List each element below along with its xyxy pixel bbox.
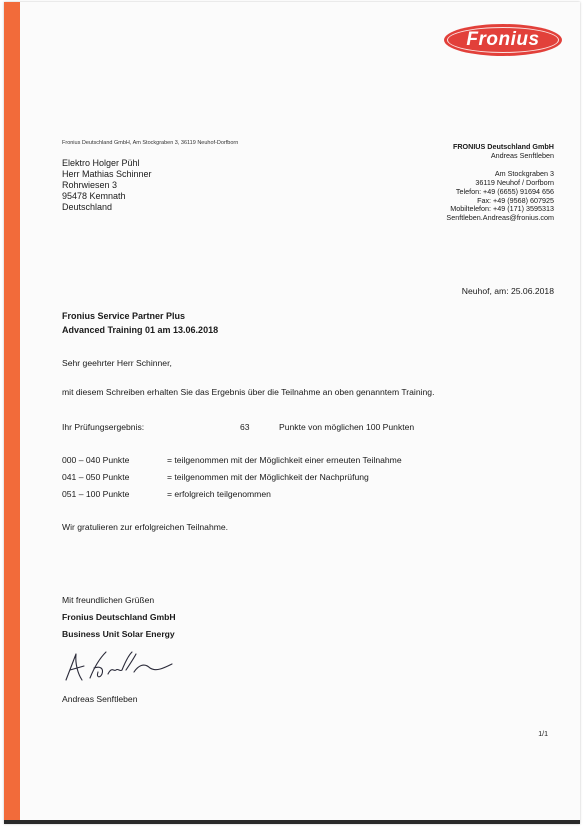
sender-return-address: Fronius Deutschland GmbH, Am Stockgraben 3, 36119 Neuhof-Dorfborn xyxy=(62,140,239,146)
company-phone: Telefon: +49 (6655) 91694 656 xyxy=(455,186,554,196)
recipient-line: Elektro Holger Pühl xyxy=(62,158,140,168)
company-contact-block xyxy=(446,143,554,223)
signer-name: Andreas Senftleben xyxy=(62,694,138,704)
range-description: = teilgenommen mit der Möglichkeit einer erneuten Teilnahme xyxy=(167,455,402,465)
company-name: FRONIUS Deutschland GmbH xyxy=(452,142,554,151)
salutation: Sehr geehrter Herr Schinner, xyxy=(62,358,172,368)
subject-line-1: Fronius Service Partner Plus xyxy=(62,311,186,321)
congratulations-text: Wir gratulieren zur erfolgreichen Teilnahme. xyxy=(62,522,229,532)
recipient-line: Herr Mathias Schinner xyxy=(62,169,152,179)
company-city: 36119 Neuhof / Dorfborn xyxy=(475,177,554,187)
fronius-logo xyxy=(444,24,562,56)
recipient-address xyxy=(62,158,152,213)
company-street: Am Stockgraben 3 xyxy=(494,168,554,178)
page-bottom-edge xyxy=(4,820,580,824)
accent-bar xyxy=(4,2,20,824)
result-score: 63 xyxy=(240,422,250,432)
company-email: Senftleben.Andreas@fronius.com xyxy=(446,213,554,223)
logo-text: Fronius xyxy=(466,29,540,50)
company-fax: Fax: +49 (9568) 607925 xyxy=(477,195,554,205)
closing-company: Fronius Deutschland GmbH xyxy=(62,612,176,622)
range-label: 051 – 100 Punkte xyxy=(62,489,130,499)
recipient-line: Deutschland xyxy=(62,202,113,212)
range-label: 000 – 040 Punkte xyxy=(62,455,130,465)
range-label: 041 – 050 Punkte xyxy=(62,472,130,482)
letter-date: Neuhof, am: 25.06.2018 xyxy=(461,286,554,296)
closing-unit: Business Unit Solar Energy xyxy=(62,629,175,639)
company-mobile: Mobiltelefon: +49 (171) 3595313 xyxy=(450,204,554,214)
recipient-line: Rohrwiesen 3 xyxy=(62,180,118,190)
page-number: 1/1 xyxy=(538,731,548,738)
intro-text: mit diesem Schreiben erhalten Sie das Ergebnis über die Teilnahme an oben genanntem Training. xyxy=(62,387,435,397)
range-description: = erfolgreich teilgenommen xyxy=(167,489,271,499)
closing-block xyxy=(62,592,176,643)
closing-greeting: Mit freundlichen Grüßen xyxy=(62,595,155,605)
contact-person: Andreas Senftleben xyxy=(490,150,554,160)
logo-ring xyxy=(447,27,559,53)
result-suffix: Punkte von möglichen 100 Punkten xyxy=(279,422,415,432)
subject-block xyxy=(62,309,218,337)
letter-page xyxy=(4,2,580,824)
recipient-line: 95478 Kemnath xyxy=(62,191,126,201)
result-label: Ihr Prüfungsergebnis: xyxy=(62,422,145,432)
subject-line-2: Advanced Training 01 am 13.06.2018 xyxy=(62,325,219,335)
handwritten-signature xyxy=(60,646,180,686)
range-description: = teilgenommen mit der Möglichkeit der Nachprüfung xyxy=(167,472,369,482)
